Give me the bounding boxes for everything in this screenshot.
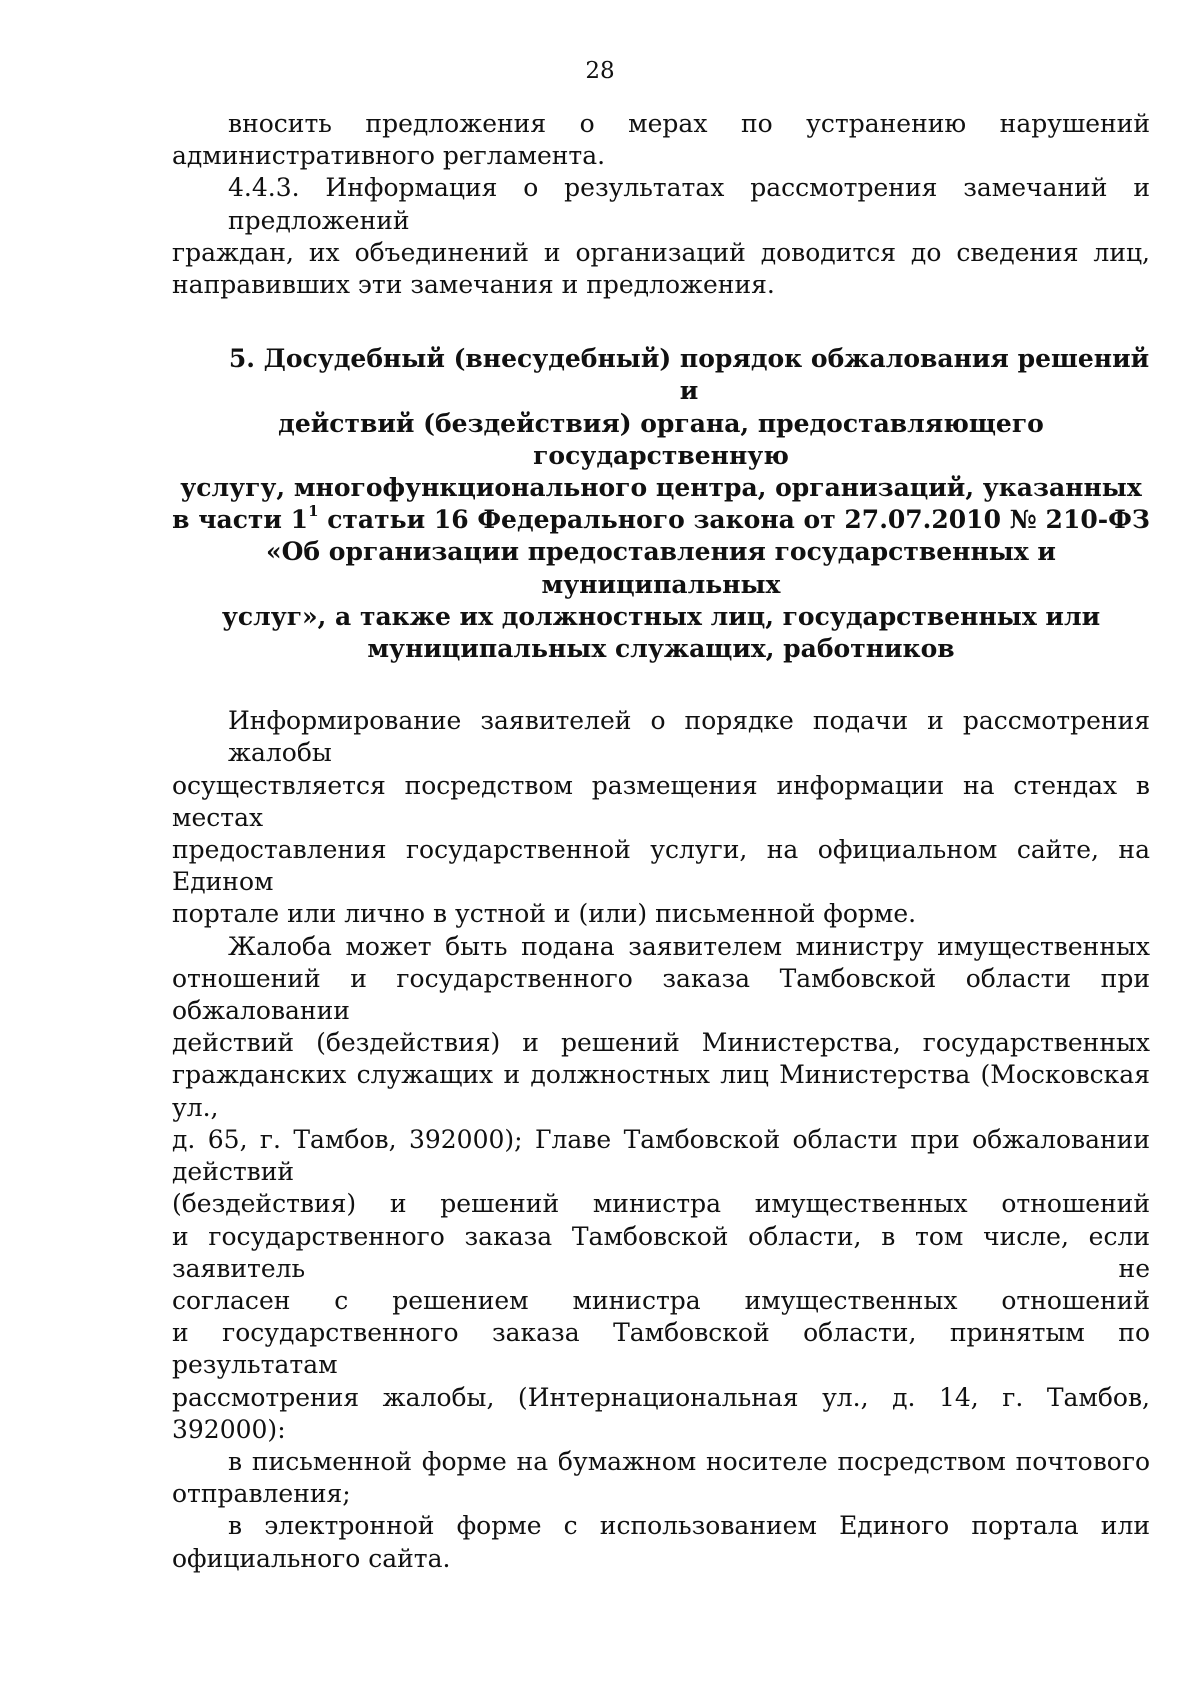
paragraph-4-4-3 [172,172,1150,301]
heading-line: «Об организации предоставления государственных и муниципальных [266,537,1056,599]
text-line: в письменной форме на бумажном носителе посредством почтового [228,1446,1150,1476]
text-line: направивших эти замечания и предложения. [172,270,775,300]
heading-line-part: в части 1 [172,505,309,535]
text-line: согласен с решением министра имущественных отношений [172,1285,1150,1315]
text-line: д. 65, г. Тамбов, 392000); Главе Тамбовской области при обжаловании действий [172,1124,1150,1187]
heading-line [172,501,1150,536]
text-line: осуществляется посредством размещения информации на стендах в местах [172,770,1150,832]
document-body [172,108,1150,1575]
heading-line-part: статьи 16 Федерального закона от 27.07.2010 № 210-ФЗ [318,505,1150,535]
text-line: предоставления государственной услуги, на официальном сайте, на Едином [172,835,1150,897]
text-line: и государственного заказа Тамбовской области, в том числе, если заявитель не [172,1221,1150,1283]
heading-line: 5. Досудебный (внесудебный) порядок обжалования решений и [228,344,1150,406]
text-line: портале или лично в устной и (или) письменной форме. [172,899,917,929]
heading-line: действий (бездействия) органа, предоставляющего государственную [278,408,1044,470]
text-line: Информирование заявителей о порядке подачи и рассмотрения жалобы [228,706,1150,768]
text-line: рассмотрения жалобы, (Интернациональная ул., д. 14, г. Тамбов, 392000): [172,1382,1150,1444]
text-line: отношений и государственного заказа Тамбовской области при обжаловании [172,963,1150,1026]
paragraph-paper-form [172,1446,1150,1510]
text-line: граждан, их объединений и организаций доводится до сведения лиц, [172,237,1150,267]
text-line: (бездействия) и решений министра имущественных отношений [172,1189,1150,1219]
paragraph-electronic-form [172,1510,1150,1574]
text-line: вносить предложения о мерах по устранению нарушений [228,109,1150,138]
text-line: административного регламента. [172,141,606,171]
superscript: 1 [308,501,319,520]
text-line: отправления; [172,1479,351,1509]
section-heading [172,343,1150,665]
text-line: действий (бездействия) и решений Министерства, государственных [172,1028,1150,1058]
paragraph-complaint [172,931,1150,1446]
page-number: 28 [585,58,615,84]
paragraph-continuation [172,108,1150,172]
text-line: в электронной форме с использованием Единого портала или [228,1511,1150,1541]
text-line: гражданских служащих и должностных лиц Министерства (Московская ул., [172,1060,1150,1122]
text-line: и государственного заказа Тамбовской области, принятым по результатам [172,1318,1150,1380]
text-line: 4.4.3. Информация о результатах рассмотрения замечаний и предложений [228,173,1150,235]
heading-line: услуг», а также их должностных лиц, государственных или [221,601,1101,631]
paragraph-informing [172,705,1150,930]
text-line: официального сайта. [172,1543,451,1573]
heading-line: услугу, многофункционального центра, организаций, указанных [180,473,1142,503]
text-line: Жалоба может быть подана заявителем министру имущественных [228,931,1150,961]
heading-line: муниципальных служащих, работников [367,634,955,664]
